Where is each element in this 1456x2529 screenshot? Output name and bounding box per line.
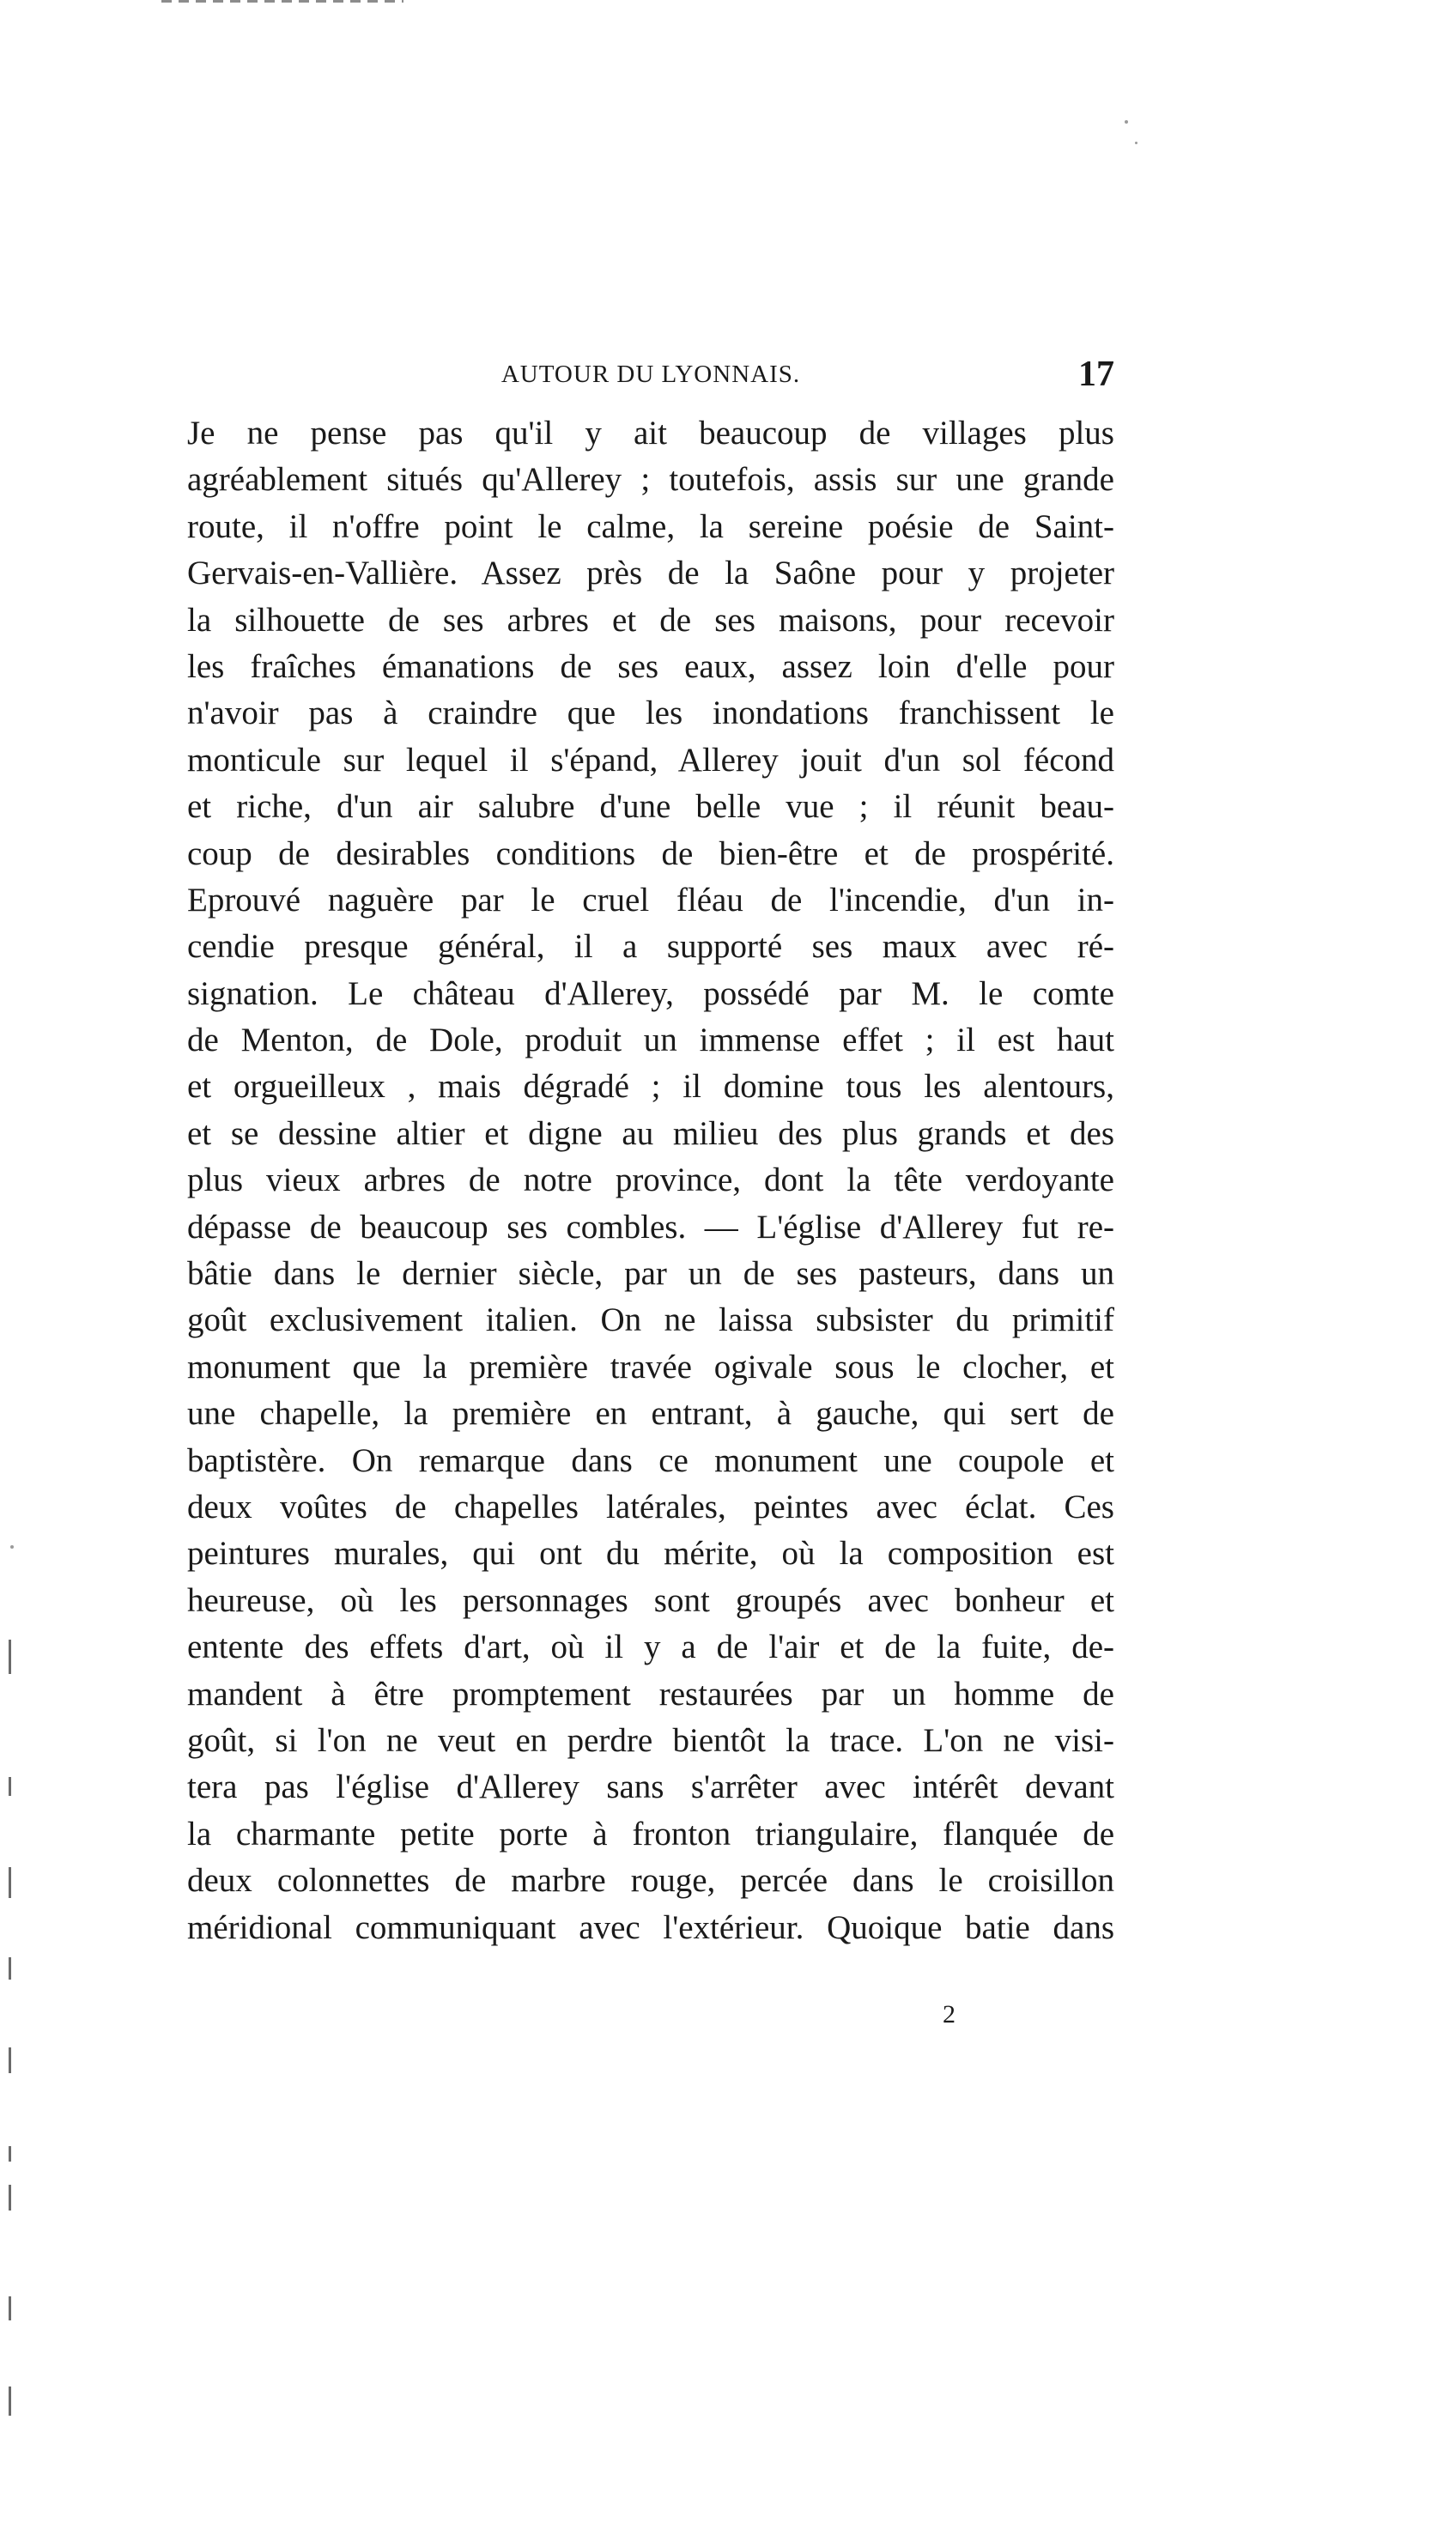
running-head bbox=[187, 354, 1114, 397]
signature-mark: 2 bbox=[943, 2000, 956, 2029]
scan-margin-mark bbox=[9, 1867, 11, 1898]
scan-margin-mark bbox=[9, 2296, 11, 2320]
text-line: deux colonnettes de marbre rouge, percée dans le croisillon bbox=[187, 1862, 1114, 1900]
text-line: peintures murales, qui ont du mérite, où la composition est bbox=[187, 1535, 1114, 1573]
text-line: Eprouvé naguère par le cruel fléau de l'incendie, d'un in- bbox=[187, 881, 1114, 919]
text-line: goût, si l'on ne veut en perdre bientôt la trace. L'on ne visi- bbox=[187, 1721, 1114, 1759]
text-line: signation. Le château d'Allerey, possédé par M. le comte bbox=[187, 974, 1114, 1012]
text-line: entente des effets d'art, où il y a de l'air et de la fuite, de- bbox=[187, 1628, 1114, 1666]
text-line: mandent à être promptement restaurées par un homme de bbox=[187, 1675, 1114, 1713]
text-line: la charmante petite porte à fronton triangulaire, flanquée de bbox=[187, 1815, 1114, 1853]
text-line: monument que la première travée ogivale sous le clocher, et bbox=[187, 1348, 1114, 1386]
text-line: tera pas l'église d'Allerey sans s'arrêter avec intérêt devant bbox=[187, 1768, 1114, 1806]
text-line: et riche, d'un air salubre d'une belle vue ; il réunit beau- bbox=[187, 788, 1114, 826]
text-line: les fraîches émanations de ses eaux, assez loin d'elle pour bbox=[187, 647, 1114, 685]
body-text bbox=[187, 410, 1114, 1951]
top-edge-rule bbox=[161, 0, 403, 3]
text-line: monticule sur lequel il s'épand, Allerey jouit d'un sol fécond bbox=[187, 741, 1114, 779]
running-title: AUTOUR DU LYONNAIS. bbox=[500, 361, 801, 388]
text-line: heureuse, où les personnages sont groupés avec bonheur et bbox=[187, 1581, 1114, 1619]
scan-speck bbox=[1135, 142, 1138, 144]
scan-margin-mark bbox=[9, 2146, 11, 2162]
text-line: agréablement situés qu'Allerey ; toutefois, assis sur une grande bbox=[187, 461, 1114, 499]
text-line: et orgueilleux , mais dégradé ; il domine tous les alentours, bbox=[187, 1068, 1114, 1106]
text-line: goût exclusivement italien. On ne laissa subsister du primitif bbox=[187, 1301, 1114, 1339]
text-line: plus vieux arbres de notre province, dont la tête verdoyante bbox=[187, 1161, 1114, 1199]
text-line: Je ne pense pas qu'il y ait beaucoup de villages plus bbox=[187, 415, 1114, 452]
scan-speck bbox=[1125, 120, 1128, 124]
text-line: deux voûtes de chapelles latérales, peintes avec éclat. Ces bbox=[187, 1488, 1114, 1525]
text-line: Gervais-en-Vallière. Assez près de la Saône pour y projeter bbox=[187, 555, 1114, 592]
text-line: coup de desirables conditions de bien-être et de prospérité. bbox=[187, 834, 1114, 872]
text-line: n'avoir pas à craindre que les inondations franchissent le bbox=[187, 694, 1114, 732]
text-line: de Menton, de Dole, produit un immense effet ; il est haut bbox=[187, 1022, 1114, 1059]
scan-margin-mark bbox=[9, 2047, 11, 2073]
text-line: baptistère. On remarque dans ce monument une coupole et bbox=[187, 1441, 1114, 1479]
text-line: dépasse de beaucoup ses combles. — L'église d'Allerey fut re- bbox=[187, 1208, 1114, 1246]
scan-margin-mark bbox=[9, 2386, 11, 2416]
text-line: la silhouette de ses arbres et de ses maisons, pour recevoir bbox=[187, 601, 1114, 639]
scan-margin-mark bbox=[9, 1957, 11, 1980]
text-line: et se dessine altier et digne au milieu des plus grands et des bbox=[187, 1114, 1114, 1152]
scan-margin-mark bbox=[9, 1640, 11, 1674]
text-line: une chapelle, la première en entrant, à gauche, qui sert de bbox=[187, 1395, 1114, 1433]
page-number: 17 bbox=[1078, 355, 1114, 394]
scan-speck bbox=[10, 1545, 14, 1549]
text-line: bâtie dans le dernier siècle, par un de ses pasteurs, dans un bbox=[187, 1255, 1114, 1293]
text-line: méridional communiquant avec l'extérieur. Quoique batie dans bbox=[187, 1908, 1114, 1946]
scan-margin-mark bbox=[9, 2185, 11, 2211]
scan-margin-mark bbox=[9, 1777, 11, 1796]
text-line: route, il n'offre point le calme, la sereine poésie de Saint- bbox=[187, 507, 1114, 545]
text-line: cendie presque général, il a supporté ses maux avec ré- bbox=[187, 928, 1114, 966]
